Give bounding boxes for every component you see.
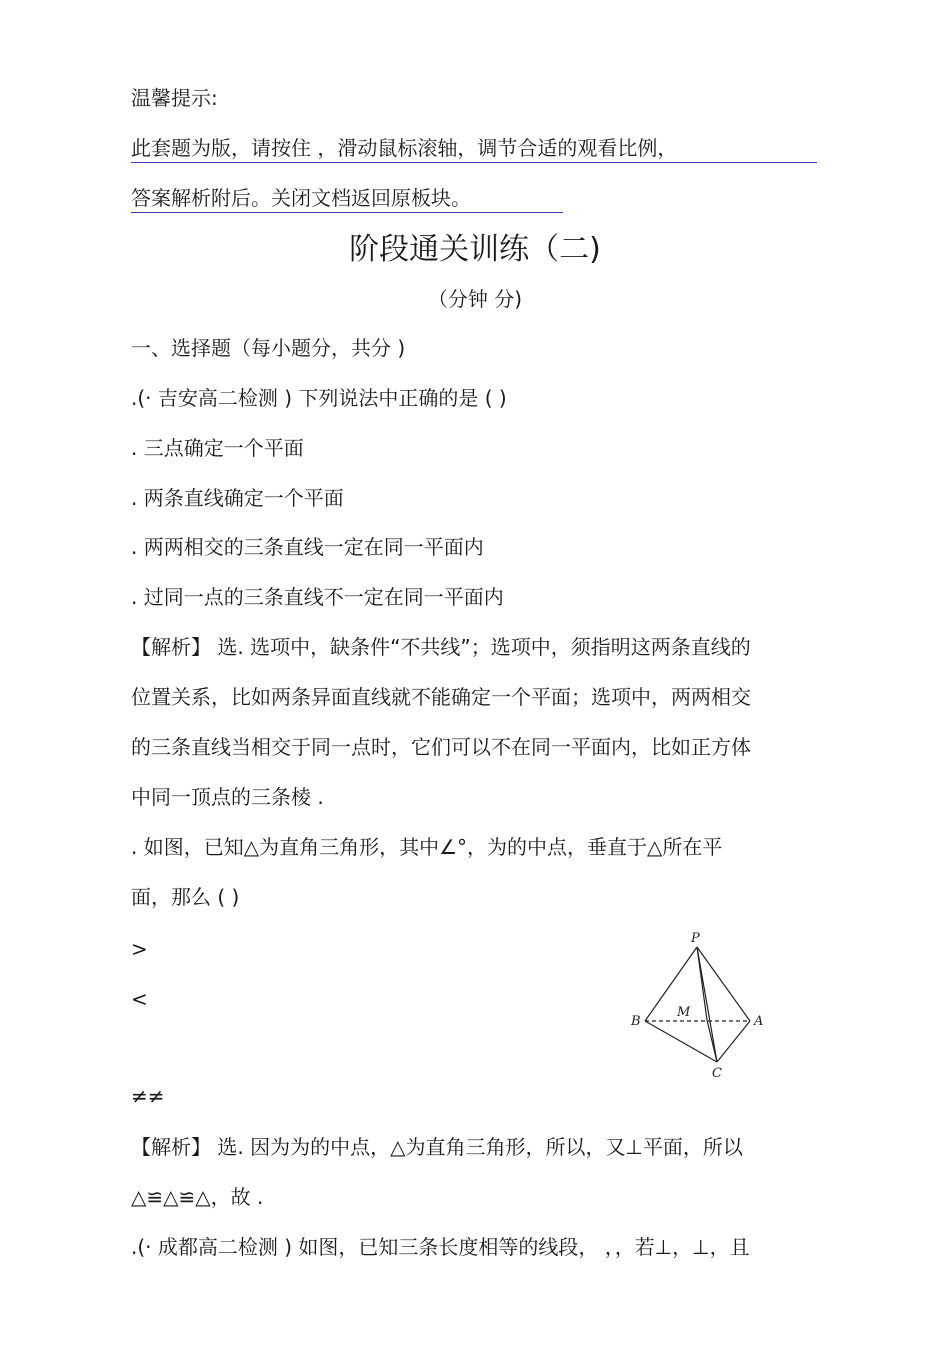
q1-stem: .(· 吉安高二检测 ) 下列说法中正确的是 ( ) <box>131 386 507 410</box>
q2-analysis-line-1: 【解析】 选. 因为为的中点，△为直角三角形，所以，又⊥平面，所以 <box>131 1135 743 1159</box>
edge-ac <box>717 1021 750 1062</box>
edge-bc <box>645 1021 717 1062</box>
tip-line-1: 此套题为版，请按住 ，滑动鼠标滚轴，调节合适的观看比例， <box>131 134 817 163</box>
label-m: M <box>677 1005 691 1020</box>
tetrahedron-figure <box>625 928 775 1083</box>
label-p: P <box>691 931 700 946</box>
q1-analysis-line-1: 【解析】 选. 选项中，缺条件“不共线”；选项中，须指明这两条直线的 <box>131 635 751 659</box>
section-heading: 一、选择题（每小题分，共分 ) <box>131 336 406 360</box>
q2-stem-line-2: 面，那么 ( ) <box>131 885 240 909</box>
edge-pa <box>697 947 750 1021</box>
q1-analysis-line-2: 位置关系，比如两条异面直线就不能确定一个平面；选项中，两两相交 <box>131 685 751 709</box>
edge-mc <box>707 1020 717 1062</box>
q1-option-a: . 三点确定一个平面 <box>131 436 304 460</box>
q2-option-d: ≠≠ <box>131 1084 165 1108</box>
q2-stem-line-1: . 如图，已知△为直角三角形，其中∠°，为的中点，垂直于△所在平 <box>131 835 723 859</box>
q1-option-d: . 过同一点的三条直线不一定在同一平面内 <box>131 585 504 609</box>
q3-stem: .(· 成都高二检测 ) 如图，已知三条长度相等的线段， ，，若⊥，⊥，且 <box>131 1235 750 1259</box>
q2-analysis-line-2: △≌△≌△，故 . <box>131 1185 264 1209</box>
q1-option-b: . 两条直线确定一个平面 <box>131 486 344 510</box>
q1-option-c: . 两两相交的三条直线一定在同一平面内 <box>131 535 484 559</box>
page-subtitle: （分钟 分) <box>427 287 523 311</box>
tip-heading: 温馨提示: <box>131 86 218 110</box>
q2-option-a: > <box>131 937 148 961</box>
tip-line-2: 答案解析附后。关闭文档返回原板块。 <box>131 184 563 213</box>
q1-analysis-line-4: 中同一顶点的三条棱 . <box>131 785 324 809</box>
label-a: A <box>754 1014 764 1029</box>
q2-option-b: < <box>131 987 148 1011</box>
label-c: C <box>712 1066 722 1081</box>
q1-analysis-line-3: 的三条直线当相交于同一点时，它们可以不在同一平面内，比如正方体 <box>131 735 751 759</box>
label-b: B <box>631 1014 641 1029</box>
page-title: 阶段通关训练（二) <box>349 232 601 267</box>
edge-pc <box>697 947 717 1062</box>
